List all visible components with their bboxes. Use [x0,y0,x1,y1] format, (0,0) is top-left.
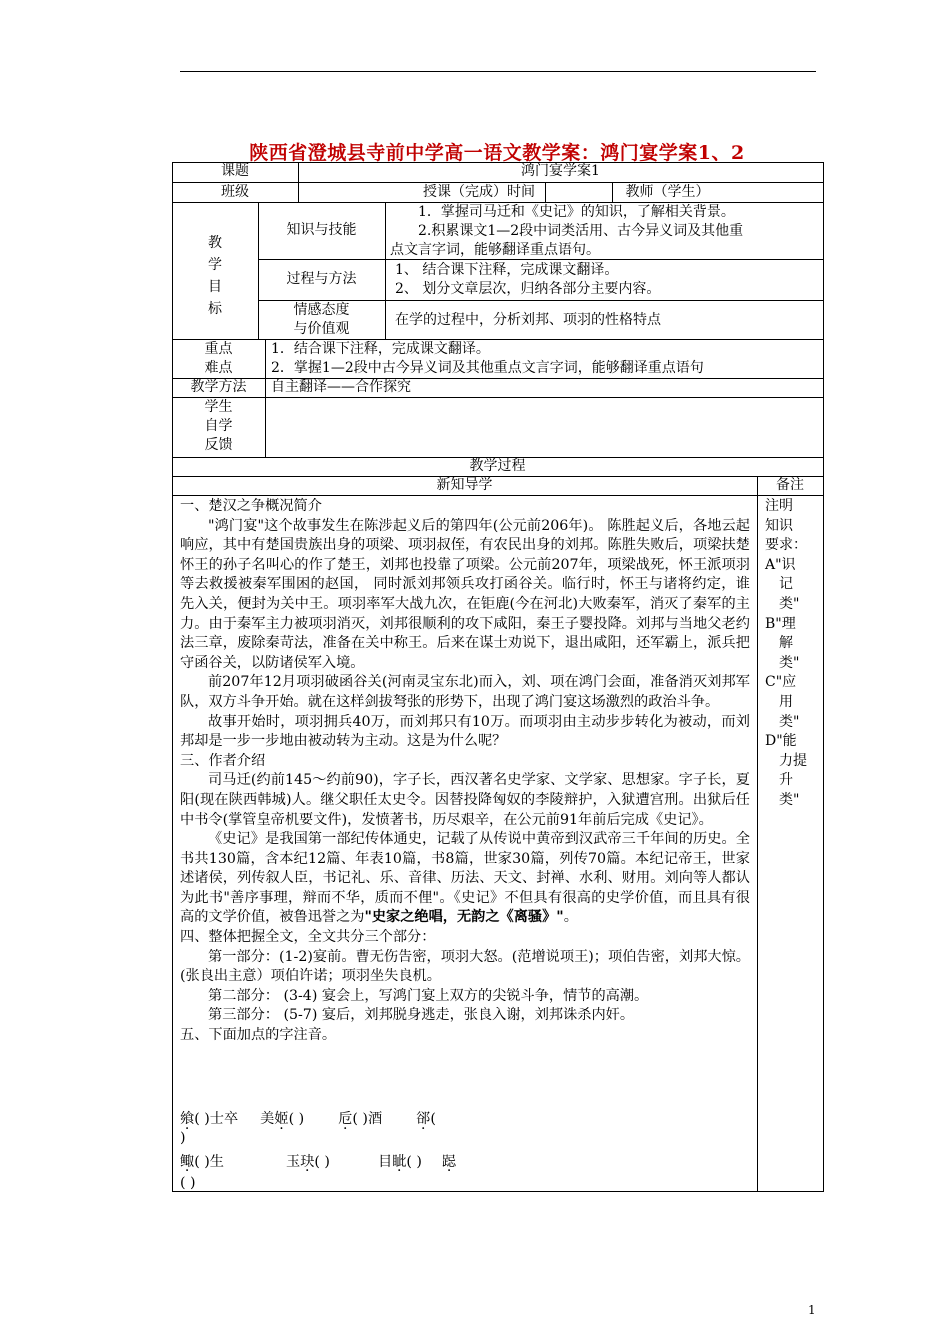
keypoints-label: 重点 难点 [204,341,233,376]
keypoints-text: 1．结合课下注释，完成课文翻译。 2．掌握1—2段中古今异义词及其他重点文言字词，能够翻译重点语句 [271,341,704,376]
process-text: 1、 结合课下注释，完成课文翻译。 2、 划分文章层次，归纳各部分主要内容。 [395,262,661,297]
method-text: 自主翻译——合作探究 [271,379,411,395]
process-label: 过程与方法 [286,271,357,287]
topic-label: 课题 [221,163,249,179]
feedback-area[interactable] [266,398,823,457]
class-label: 班级 [221,184,249,200]
section-heading-5: 五、下面加点的字注音。 [180,1027,337,1044]
guide-content [180,497,750,1046]
notes-header: 备注 [776,477,804,493]
page-number: 1 [808,1303,816,1317]
paragraph-question: 故事开始时，项羽拥兵40万，而刘邦只有10万。而项羽由主动步步转化为被动，而刘邦却是一步一步地由被动转为主动。这是为什么呢？ [180,713,750,750]
teacher-label: 教师（学生） [625,184,710,200]
pinyin-exercise-2[interactable]: 鲰( )生 玉玦( ) 目眦( ) 跽 ( ) [180,1154,457,1191]
section-heading-4: 四、整体把握全文，全文共分三个部分： [180,929,436,946]
emotion-label: 情感态度 与价值观 [293,302,350,337]
section-heading-1: 一、楚汉之争概况简介 [180,498,322,514]
topic-value: 鸿门宴学案1 [521,163,600,179]
time-label: 授课（完成）时间 [423,184,535,200]
header-rule [180,71,816,72]
document-title: 陕西省澄城县寺前中学高一语文教学案：鸿门宴学案1、2 [249,142,745,164]
process-header: 教学过程 [469,458,526,474]
paragraph-author: 司马迁(约前145～约前90)，字子长，西汉著名史学家、文学家、思想家。字子长，夏阳(现在陕西韩城)人。继父职任太史令。因替投降匈奴的李陵辩护，入狱遭宫刑。出狱后任中书令(掌管皇帝机要文件)，发愤著书，历尽艰辛，在公元前91年前后完成《史记》。 [180,772,750,828]
knowledge-text: 1．掌握司马迁和《史记》的知识，了解相关背景。 2.积累课文1—2段中词类活用、古今异义词及其他重 点文言字词，能够翻译重点语句。 [390,204,744,258]
knowledge-label: 知识与技能 [286,222,357,238]
pinyin-exercise-1[interactable]: 飨( )士卒 美姬( ) 卮( )酒 郤( ) [180,1111,436,1146]
objectives-label: 教 学 目 标 [208,235,222,317]
emotion-text: 在学的过程中，分析刘邦、项羽的性格特点 [395,312,661,328]
part-three: 第三部分： (5-7) 宴后，刘邦脱身逃走，张良入谢，刘邦诛杀内奸。 [208,1007,635,1024]
method-label: 教学方法 [190,379,247,395]
part-one: 第一部分：(1-2)宴前。曹无伤告密，项羽大怒。(范增说项王)；项伯告密，刘邦大惊。 (张良出主意）项伯许诺；项羽坐失良机。 [180,948,750,985]
guide-header: 新知导学 [436,477,493,493]
paragraph-shiji: 《史记》是我国第一部纪传体通史，记载了从传说中黄帝到汉武帝三千年间的历史。全书共130篇，含本纪12篇、年表10篇，书8篇，世家30篇，列传70篇。本纪记帝王，世家述诸侯，列传叙人臣，书记礼、乐、音律、历法、天文、封禅、水利、财用。刘向等人都认为此书"善序事理，辩而不华，质而不俚"。《史记》不但具有很高的史学价值，而且具有很高的文学价值，被鲁迅誉之为"史家之绝唱，无韵之《离骚》"。 [180,831,750,926]
feedback-label: 学生 自学 反馈 [204,399,233,453]
paragraph-hongmen: 前207年12月项羽破函谷关(河南灵宝东北)而入，刘、项在鸿门会面，准备消灭刘邦军队，双方斗争开始。就在这样剑拔弩张的形势下，出现了鸿门宴这场激烈的政治斗争。 [180,674,750,710]
notes-column: 注明 知识 要求： A"识 记 类" B"理 解 类" C"应 用 类" D"能 力提 升 类" [765,498,807,808]
part-two: 第二部分： (3-4) 宴会上，写鸿门宴上双方的尖锐斗争，情节的高潮。 [208,987,649,1004]
paragraph-background: "鸿门宴"这个故事发生在陈涉起义后的第四年(公元前206年)。 陈胜起义后，各地云起响应，其中有楚国贵族出身的项梁、项羽叔侄，有农民出身的刘邦。陈胜失败后，项梁扶楚怀王的孙子名叫心的作了楚王，刘邦也投靠了项梁。公元前207年，项梁战死，怀王派项羽等去救援被秦军围困的赵国， 同时派刘邦领兵攻打函谷关。临行时，怀王与诸将约定，谁先入关，便封为关中王。项羽率军大战九次，在钜鹿(今在河北)大败秦军，消灭了秦军的主力。由于秦军主力被项羽消灭，刘邦很顺利的攻下咸阳，秦王子婴投降。刘邦与当地父老约法三章，废除秦苛法，准备在关中称王。后来在谋士劝说下，退出咸阳，还军霸上，派兵把守函谷关，以防诸侯军入境。 [180,517,750,671]
section-heading-3: 三、作者介绍 [180,752,266,769]
